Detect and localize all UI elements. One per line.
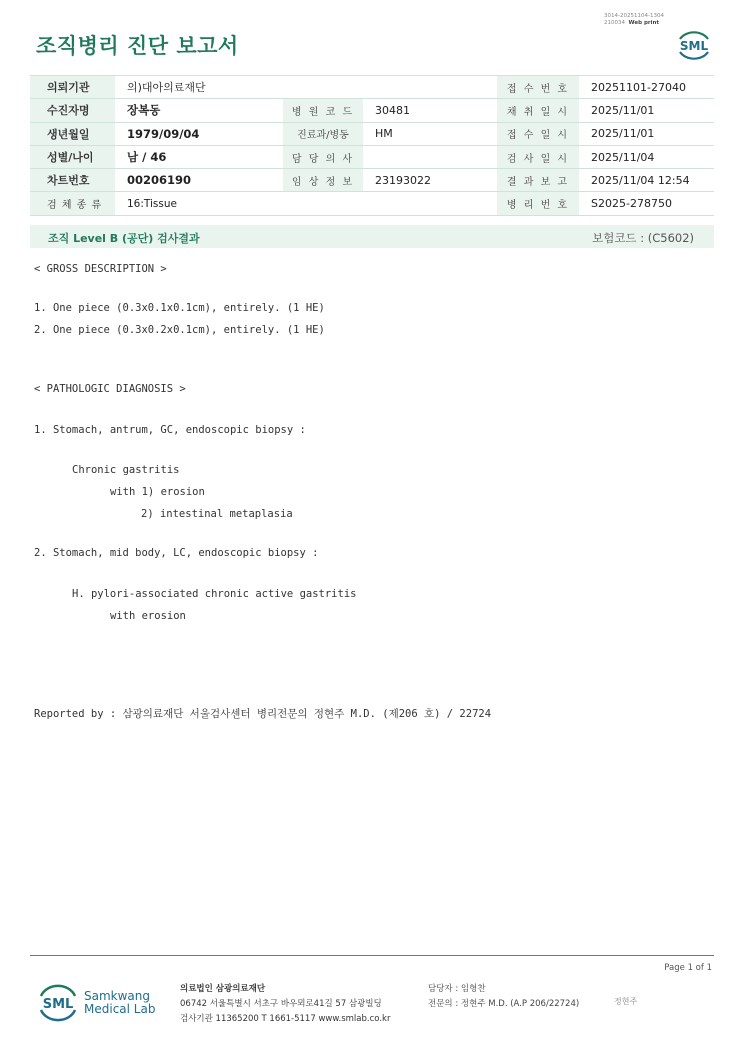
label-clinical-info: 임 상 정 보 (283, 169, 363, 192)
diagnosis-item-2: 2. Stomach, mid body, LC, endoscopic biopsy : (34, 547, 319, 559)
footer-organization (180, 982, 390, 1027)
staff-in-charge: 담당자 : 임형찬 (428, 984, 486, 994)
diagnosis-header: < PATHOLOGIC DIAGNOSIS > (34, 383, 186, 395)
label-sex-age: 성별/나이 (30, 145, 115, 168)
sml-logo-icon (674, 27, 714, 63)
label-birth-date: 생년월일 (30, 122, 115, 145)
print-id-line2: 210034 (604, 20, 625, 26)
table-row (30, 169, 714, 192)
brand-line-2: Medical Lab (84, 1002, 156, 1016)
print-mode: Web print (628, 20, 660, 26)
label-specimen-type: 검 체 종 류 (30, 192, 115, 215)
value-test-date: 2025/11/04 (579, 145, 714, 168)
label-hospital-code: 병 원 코 드 (283, 99, 363, 122)
value-department: HM (363, 122, 497, 145)
label-pathology-no: 병 리 번 호 (497, 192, 579, 215)
page-number: Page 1 of 1 (664, 963, 712, 973)
value-sex-age: 남 / 46 (115, 145, 283, 168)
value-pathology-no: S2025-278750 (579, 192, 714, 215)
value-specimen-type: 16:Tissue (115, 192, 497, 215)
logo-text: SML (679, 39, 709, 53)
diagnosis-2-detail: with erosion (110, 610, 186, 622)
gross-item-2: 2. One piece (0.3x0.2x0.1cm), entirely. (1 HE) (34, 324, 325, 336)
value-result-report: 2025/11/04 12:54 (579, 169, 714, 192)
footer-staff (428, 982, 579, 1012)
sml-footer-logo-icon (36, 980, 80, 1024)
label-collection-date: 채 취 일 시 (497, 99, 579, 122)
result-header-bar (30, 225, 714, 248)
table-row (30, 99, 714, 122)
value-collection-date: 2025/11/01 (579, 99, 714, 122)
value-birth-date: 1979/09/04 (115, 122, 283, 145)
diagnosis-1-finding: Chronic gastritis (72, 464, 180, 476)
value-clinical-info: 23193022 (363, 169, 497, 192)
label-chart-no: 차트번호 (30, 169, 115, 192)
label-physician: 담 당 의 사 (283, 145, 363, 168)
label-department: 진료과/병동 (283, 122, 363, 145)
table-row (30, 192, 714, 215)
value-patient-name: 장복동 (115, 99, 283, 122)
value-hospital-code: 30481 (363, 99, 497, 122)
patient-info-table (30, 75, 714, 216)
footer-divider (30, 955, 714, 956)
label-receipt-no: 접 수 번 호 (497, 76, 579, 99)
label-receipt-date: 접 수 일 시 (497, 122, 579, 145)
brand-line-1: Samkwang (84, 989, 150, 1003)
footer-brand (84, 990, 155, 1016)
label-client: 의뢰기관 (30, 76, 115, 99)
diagnosis-2-finding: H. pylori-associated chronic active gastritis (72, 588, 357, 600)
page-title: 조직병리 진단 보고서 (36, 34, 239, 58)
gross-item-1: 1. One piece (0.3x0.1x0.1cm), entirely. (1 HE) (34, 302, 325, 314)
gross-header: < GROSS DESCRIPTION > (34, 263, 167, 275)
diagnosis-item-1: 1. Stomach, antrum, GC, endoscopic biopsy : (34, 424, 306, 436)
print-meta (604, 13, 664, 27)
label-test-date: 검 사 일 시 (497, 145, 579, 168)
footer-logo-text: SML (42, 997, 74, 1012)
org-contact: 검사기관 11365200 T 1661-5117 www.smlab.co.kr (180, 1014, 391, 1024)
staff-specialist: 전문의 : 정현주 M.D. (A.P 206/22724) (428, 999, 580, 1009)
label-result-report: 결 과 보 고 (497, 169, 579, 192)
org-address: 06742 서울특별시 서초구 바우뫼로41길 57 삼광빌딩 (180, 999, 382, 1009)
value-receipt-no: 20251101-27040 (579, 76, 714, 99)
value-chart-no: 00206190 (115, 169, 283, 192)
signature: 정현주 (614, 997, 638, 1006)
insurance-code: 보험코드 : (C5602) (592, 231, 694, 245)
org-name: 의료법인 삼광의료재단 (180, 984, 266, 994)
table-row (30, 145, 714, 168)
value-receipt-date: 2025/11/01 (579, 122, 714, 145)
value-client: 의)대아의료재단 (115, 76, 497, 99)
table-row (30, 76, 714, 99)
label-patient-name: 수진자명 (30, 99, 115, 122)
diagnosis-1-detail-2: 2) intestinal metaplasia (141, 508, 293, 520)
table-row (30, 122, 714, 145)
result-title: 조직 Level B (공단) 검사결과 (48, 232, 200, 245)
reported-by: Reported by : 삼광의료재단 서울검사센터 병리전문의 정현주 M.D. (제206 호) / 22724 (34, 708, 492, 720)
print-id-line1: 3014-20251104-1304 (604, 13, 664, 19)
diagnosis-1-detail-1: with 1) erosion (110, 486, 205, 498)
value-physician (363, 145, 497, 168)
